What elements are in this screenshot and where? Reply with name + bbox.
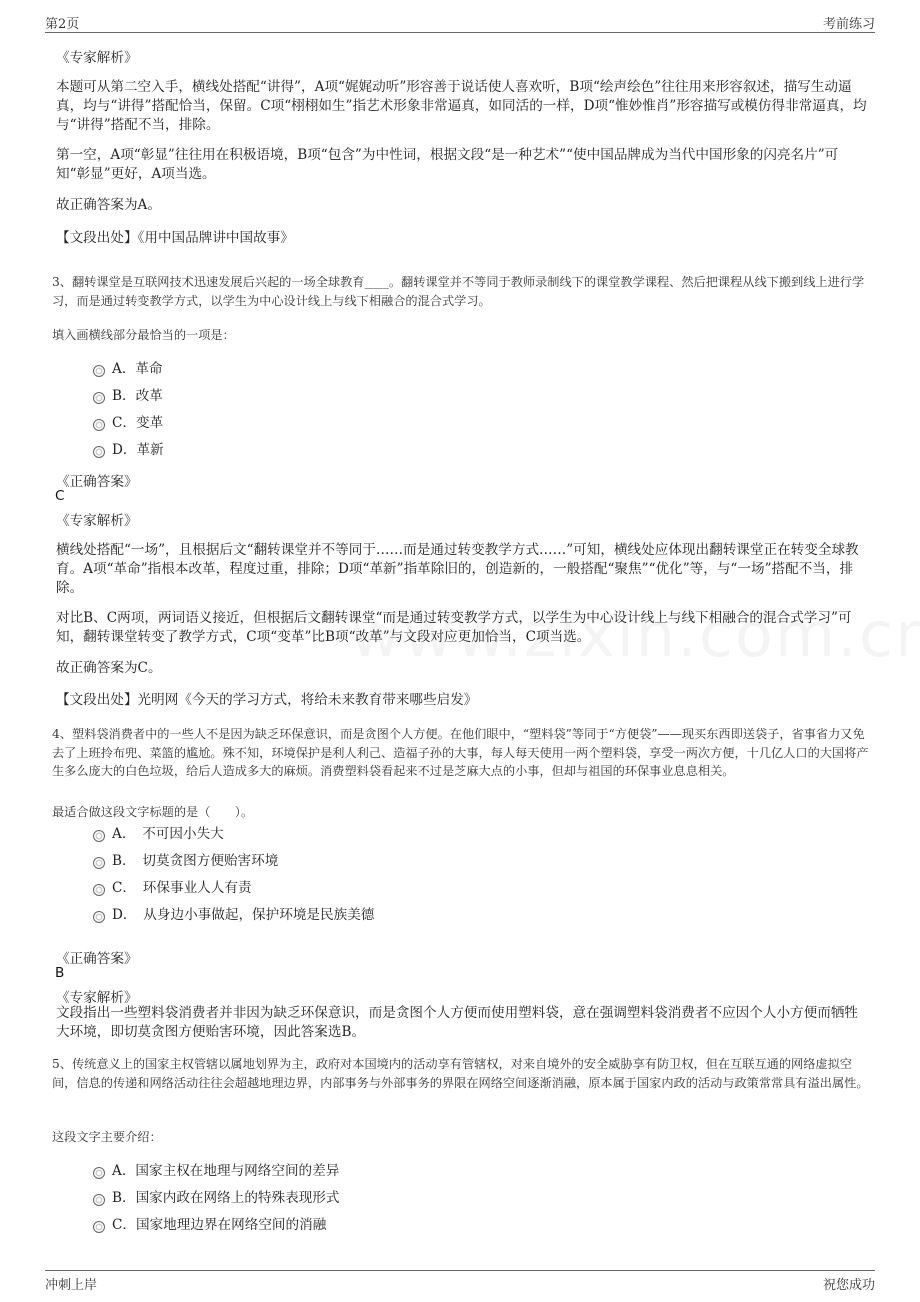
analysis-paragraph: 文段指出一些塑料袋消费者并非因为缺乏环保意识，而是贪图个人方便而使用塑料袋，意在强调塑料袋消费者不应因个人小方便而牺牲大环境，即切莫贪图方便贻害环境，因此答案选B。 bbox=[56, 1005, 859, 1040]
option-b[interactable]: B． 切莫贪图方便贻害环境 bbox=[93, 851, 278, 871]
question-stem: 4、塑料袋消费者中的一些人不是因为缺乏环保意识，而是贪图个人方便。在他们眼中，“塑料袋”等同于“方便袋”——现买东西即送袋子，省事省力又免去了上班拎布兜、菜篮的尴尬。殊不知，环境保护是利人利己、造福子孙的大事，每人每天使用一两个塑料袋，享受一两次方便，十几亿人口的大国将产生多么庞大的白色垃圾，给后人造成多大的麻烦。消费塑料袋看起来不过是芝麻大点的小事，但却与祖国的环保事业息息相关。 bbox=[52, 727, 869, 778]
question-stem: 3、翻转课堂是互联网技术迅速发展后兴起的一场全球教育____。翻转课堂并不等同于教师录制线下的课堂教学课程、然后把课程从线下搬到线上进行学习，而是通过转变教学方式，以学生为中心设计线上与线下相融合的混合式学习。 bbox=[52, 275, 865, 308]
radio-icon[interactable] bbox=[93, 884, 105, 896]
conclusion-text: 故正确答案为A。 bbox=[56, 197, 161, 213]
question-prompt: 这段文字主要介绍： bbox=[52, 1130, 162, 1144]
page-footer bbox=[45, 1270, 875, 1295]
page-header bbox=[45, 10, 875, 33]
conclusion-text: 故正确答案为C。 bbox=[56, 660, 162, 676]
answer-label: 《正确答案》 bbox=[56, 951, 138, 967]
option-b[interactable]: B．国家内政在网络上的特殊表现形式 bbox=[93, 1188, 340, 1208]
expert-analysis-label: 《专家解析》 bbox=[56, 513, 138, 529]
expert-analysis-label: 《专家解析》 bbox=[56, 990, 138, 1006]
option-a[interactable]: A．革命 bbox=[93, 359, 163, 379]
radio-icon[interactable] bbox=[93, 1221, 105, 1233]
page-number: 第2页 bbox=[45, 17, 80, 32]
question-prompt: 填入画横线部分最恰当的一项是： bbox=[52, 328, 235, 342]
option-d[interactable]: D． 从身边小事做起，保护环境是民族美德 bbox=[93, 905, 374, 925]
answer-label: 《正确答案》 bbox=[56, 474, 138, 490]
radio-icon[interactable] bbox=[93, 392, 105, 404]
option-a[interactable]: A．国家主权在地理与网络空间的差异 bbox=[93, 1161, 339, 1181]
radio-icon[interactable] bbox=[93, 911, 105, 923]
option-c[interactable]: C．国家地理边界在网络空间的消融 bbox=[93, 1215, 326, 1235]
header-title: 考前练习 bbox=[822, 17, 875, 32]
radio-icon[interactable] bbox=[93, 446, 105, 458]
analysis-paragraph: 本题可从第二空入手，横线处搭配“讲得”，A项“娓娓动听”形容善于说话使人喜欢听，B项“绘声绘色”往往用来形容叙述，描写生动逼真，均与“讲得”搭配恰当，保留。C项“栩栩如生”指艺术形象非常逼真，如同活的一样，D项“惟妙惟肖”形容描写或模仿得非常逼真，均与“讲得”搭配不当，排除。 bbox=[56, 79, 867, 133]
radio-icon[interactable] bbox=[93, 1194, 105, 1206]
question-prompt: 最适合做这段文字标题的是（ ）。 bbox=[52, 805, 254, 819]
analysis-paragraph: 对比B、C两项，两词语义接近，但根据后文翻转课堂“而是通过转变教学方式，以学生为中心设计线上与线下相融合的混合式学习”可知，翻转课堂转变了教学方式，C项“变革”比B项“改革”与文段对应更加恰当，C项当选。 bbox=[56, 610, 852, 645]
radio-icon[interactable] bbox=[93, 857, 105, 869]
option-a[interactable]: A． 不可因小失大 bbox=[93, 824, 224, 844]
radio-icon[interactable] bbox=[93, 419, 105, 431]
option-c[interactable]: C．变革 bbox=[93, 413, 163, 433]
source-text: 【文段出处】光明网《今天的学习方式，将给未来教育带来哪些启发》 bbox=[56, 692, 478, 708]
radio-icon[interactable] bbox=[93, 365, 105, 377]
expert-analysis-label: 《专家解析》 bbox=[56, 50, 138, 66]
option-b[interactable]: B．改革 bbox=[93, 386, 163, 406]
question-stem: 5、传统意义上的国家主权管辖以属地划界为主，政府对本国境内的活动享有管辖权，对来自境外的安全威胁享有防卫权，但在互联互通的网络虚拟空间，信息的传递和网络活动往往会超越地理边界，内部事务与外部事务的界限在网络空间逐渐消融，原本属于国家内政的活动与政策常常具有溢出属性。 bbox=[52, 1057, 869, 1090]
answer-value: C bbox=[55, 488, 65, 504]
option-c[interactable]: C． 环保事业人人有责 bbox=[93, 878, 252, 898]
footer-left-text: 冲刺上岸 bbox=[45, 1278, 98, 1293]
radio-icon[interactable] bbox=[93, 830, 105, 842]
analysis-paragraph: 横线处搭配“一场”，且根据后文“翻转课堂并不等同于……而是通过转变教学方式……”可知，横线处应体现出翻转课堂正在转变全球教育。A项“革命”指根本改革，程度过重，排除；D项“革新”指革除旧的，创造新的，一般搭配“聚焦”“优化”等，与“一场”搭配不当，排除。 bbox=[56, 542, 859, 596]
radio-icon[interactable] bbox=[93, 1167, 105, 1179]
analysis-paragraph: 第一空，A项“彰显”往往用在积极语境，B项“包含”为中性词，根据文段“是一种艺术”“使中国品牌成为当代中国形象的闪亮名片”可知“彰显”更好，A项当选。 bbox=[56, 147, 839, 182]
footer-right-text: 祝您成功 bbox=[822, 1278, 875, 1293]
source-text: 【文段出处】《用中国品牌讲中国故事》 bbox=[56, 230, 294, 246]
answer-value: B bbox=[55, 965, 65, 981]
option-d[interactable]: D．革新 bbox=[93, 440, 164, 460]
